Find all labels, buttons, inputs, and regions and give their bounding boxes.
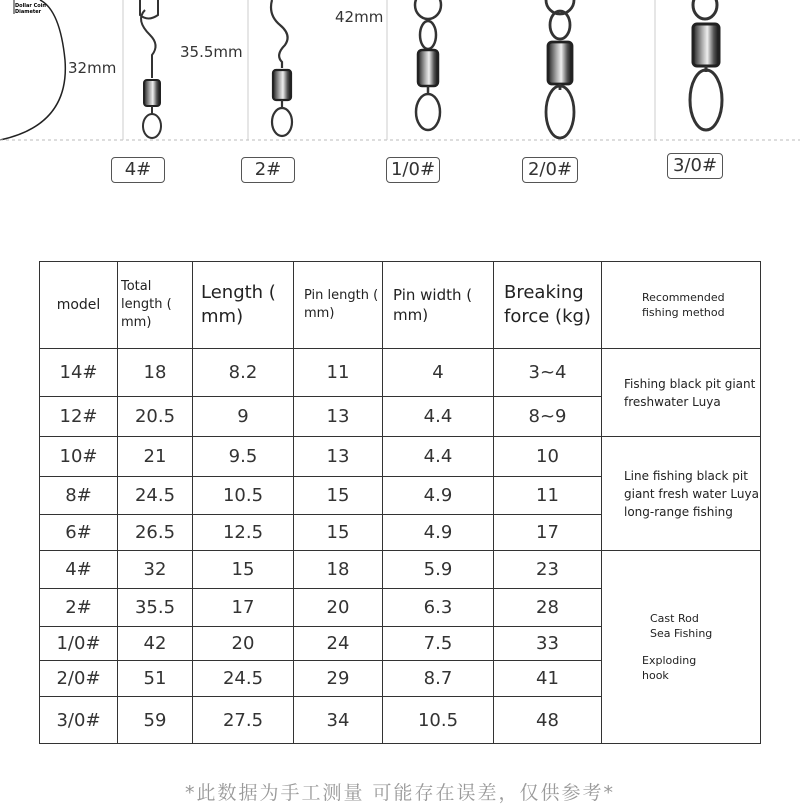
cell-pin-length: 20 [294,589,383,627]
cell-total: 20.5 [118,397,193,437]
cell-pin-length: 18 [294,551,383,589]
swivel-4 [140,0,161,138]
cell-length: 20 [193,627,294,661]
cell-model: 4# [40,551,118,589]
cell-force: 11 [494,477,602,515]
header-row [40,262,761,349]
spec-table [39,261,760,743]
cell-pin-width: 4.4 [383,437,494,477]
table-row [40,349,761,397]
cell-length: 15 [193,551,294,589]
cell-pin-length: 11 [294,349,383,397]
cell-model: 8# [40,477,118,515]
coin-label: Dollar Coin Diameter [15,3,46,15]
measure-32mm: 32mm [68,59,117,77]
cell-pin-width: 10.5 [383,697,494,744]
header-total-length: Total length ( mm) [118,262,193,349]
cell-total: 26.5 [118,515,193,551]
size-label-1-0: 1/0# [386,157,440,183]
cell-force: 8~9 [494,397,602,437]
cell-total: 21 [118,437,193,477]
cell-pin-width: 7.5 [383,627,494,661]
header-method: Recommended fishing method [602,262,761,349]
method-group-1: Fishing black pit giant freshwater Luya [602,349,761,437]
cell-force: 28 [494,589,602,627]
table-row [40,437,761,477]
cell-total: 18 [118,349,193,397]
size-label-3-0: 3/0# [667,153,723,179]
cell-total: 24.5 [118,477,193,515]
cell-pin-width: 5.9 [383,551,494,589]
cell-pin-length: 24 [294,627,383,661]
cell-model: 3/0# [40,697,118,744]
coin-arc [0,0,65,140]
header-length: Length ( mm) [193,262,294,349]
header-model: model [40,262,118,349]
header-pin-width: Pin width ( mm) [383,262,494,349]
cell-force: 3~4 [494,349,602,397]
cell-model: 6# [40,515,118,551]
cell-force: 41 [494,661,602,697]
footnote: *此数据为手工测量 可能存在误差，仅供参考* [184,782,616,804]
cell-pin-width: 4.9 [383,515,494,551]
header-breaking-force: Breaking force (kg) [494,262,602,349]
cell-pin-width: 6.3 [383,589,494,627]
cell-length: 17 [193,589,294,627]
cell-pin-length: 13 [294,437,383,477]
cell-length: 10.5 [193,477,294,515]
swivel-1-0 [415,0,441,130]
swivel-2-0 [546,0,574,138]
cell-total: 35.5 [118,589,193,627]
cell-pin-length: 29 [294,661,383,697]
swivel-3-0 [690,0,722,130]
cell-length: 9.5 [193,437,294,477]
swivel-2 [271,0,292,136]
cell-pin-width: 8.7 [383,661,494,697]
cell-pin-width: 4.4 [383,397,494,437]
cell-force: 33 [494,627,602,661]
cell-force: 10 [494,437,602,477]
cell-length: 12.5 [193,515,294,551]
method-group-3-hook: Exploding hook [642,654,697,682]
cell-total: 59 [118,697,193,744]
cell-pin-length: 15 [294,515,383,551]
cell-model: 1/0# [40,627,118,661]
spec-table-grid [39,261,761,744]
method-group-3 [602,551,761,744]
size-label-4: 4# [111,157,165,183]
cell-model: 10# [40,437,118,477]
cell-model: 12# [40,397,118,437]
cell-pin-width: 4 [383,349,494,397]
size-label-2-0: 2/0# [522,157,578,183]
cell-model: 2# [40,589,118,627]
method-group-3-cast: Cast Rod Sea Fishing [650,612,713,640]
swivel-illustration [0,0,800,200]
cell-model: 2/0# [40,661,118,697]
cell-pin-width: 4.9 [383,477,494,515]
cell-pin-length: 34 [294,697,383,744]
cell-force: 17 [494,515,602,551]
cell-pin-length: 13 [294,397,383,437]
cell-length: 8.2 [193,349,294,397]
cell-total: 51 [118,661,193,697]
cell-length: 9 [193,397,294,437]
header-pin-length: Pin length ( mm) [294,262,383,349]
cell-length: 27.5 [193,697,294,744]
table-row [40,551,761,589]
size-label-2: 2# [241,157,295,183]
cell-model: 14# [40,349,118,397]
cell-pin-length: 15 [294,477,383,515]
cell-total: 42 [118,627,193,661]
cell-force: 23 [494,551,602,589]
measure-35-5mm: 35.5mm [180,43,243,61]
cell-length: 24.5 [193,661,294,697]
cell-total: 32 [118,551,193,589]
cell-force: 48 [494,697,602,744]
measure-42mm: 42mm [335,8,384,26]
method-group-2: Line fishing black pit giant fresh water Luya long-range fishing [602,437,761,551]
